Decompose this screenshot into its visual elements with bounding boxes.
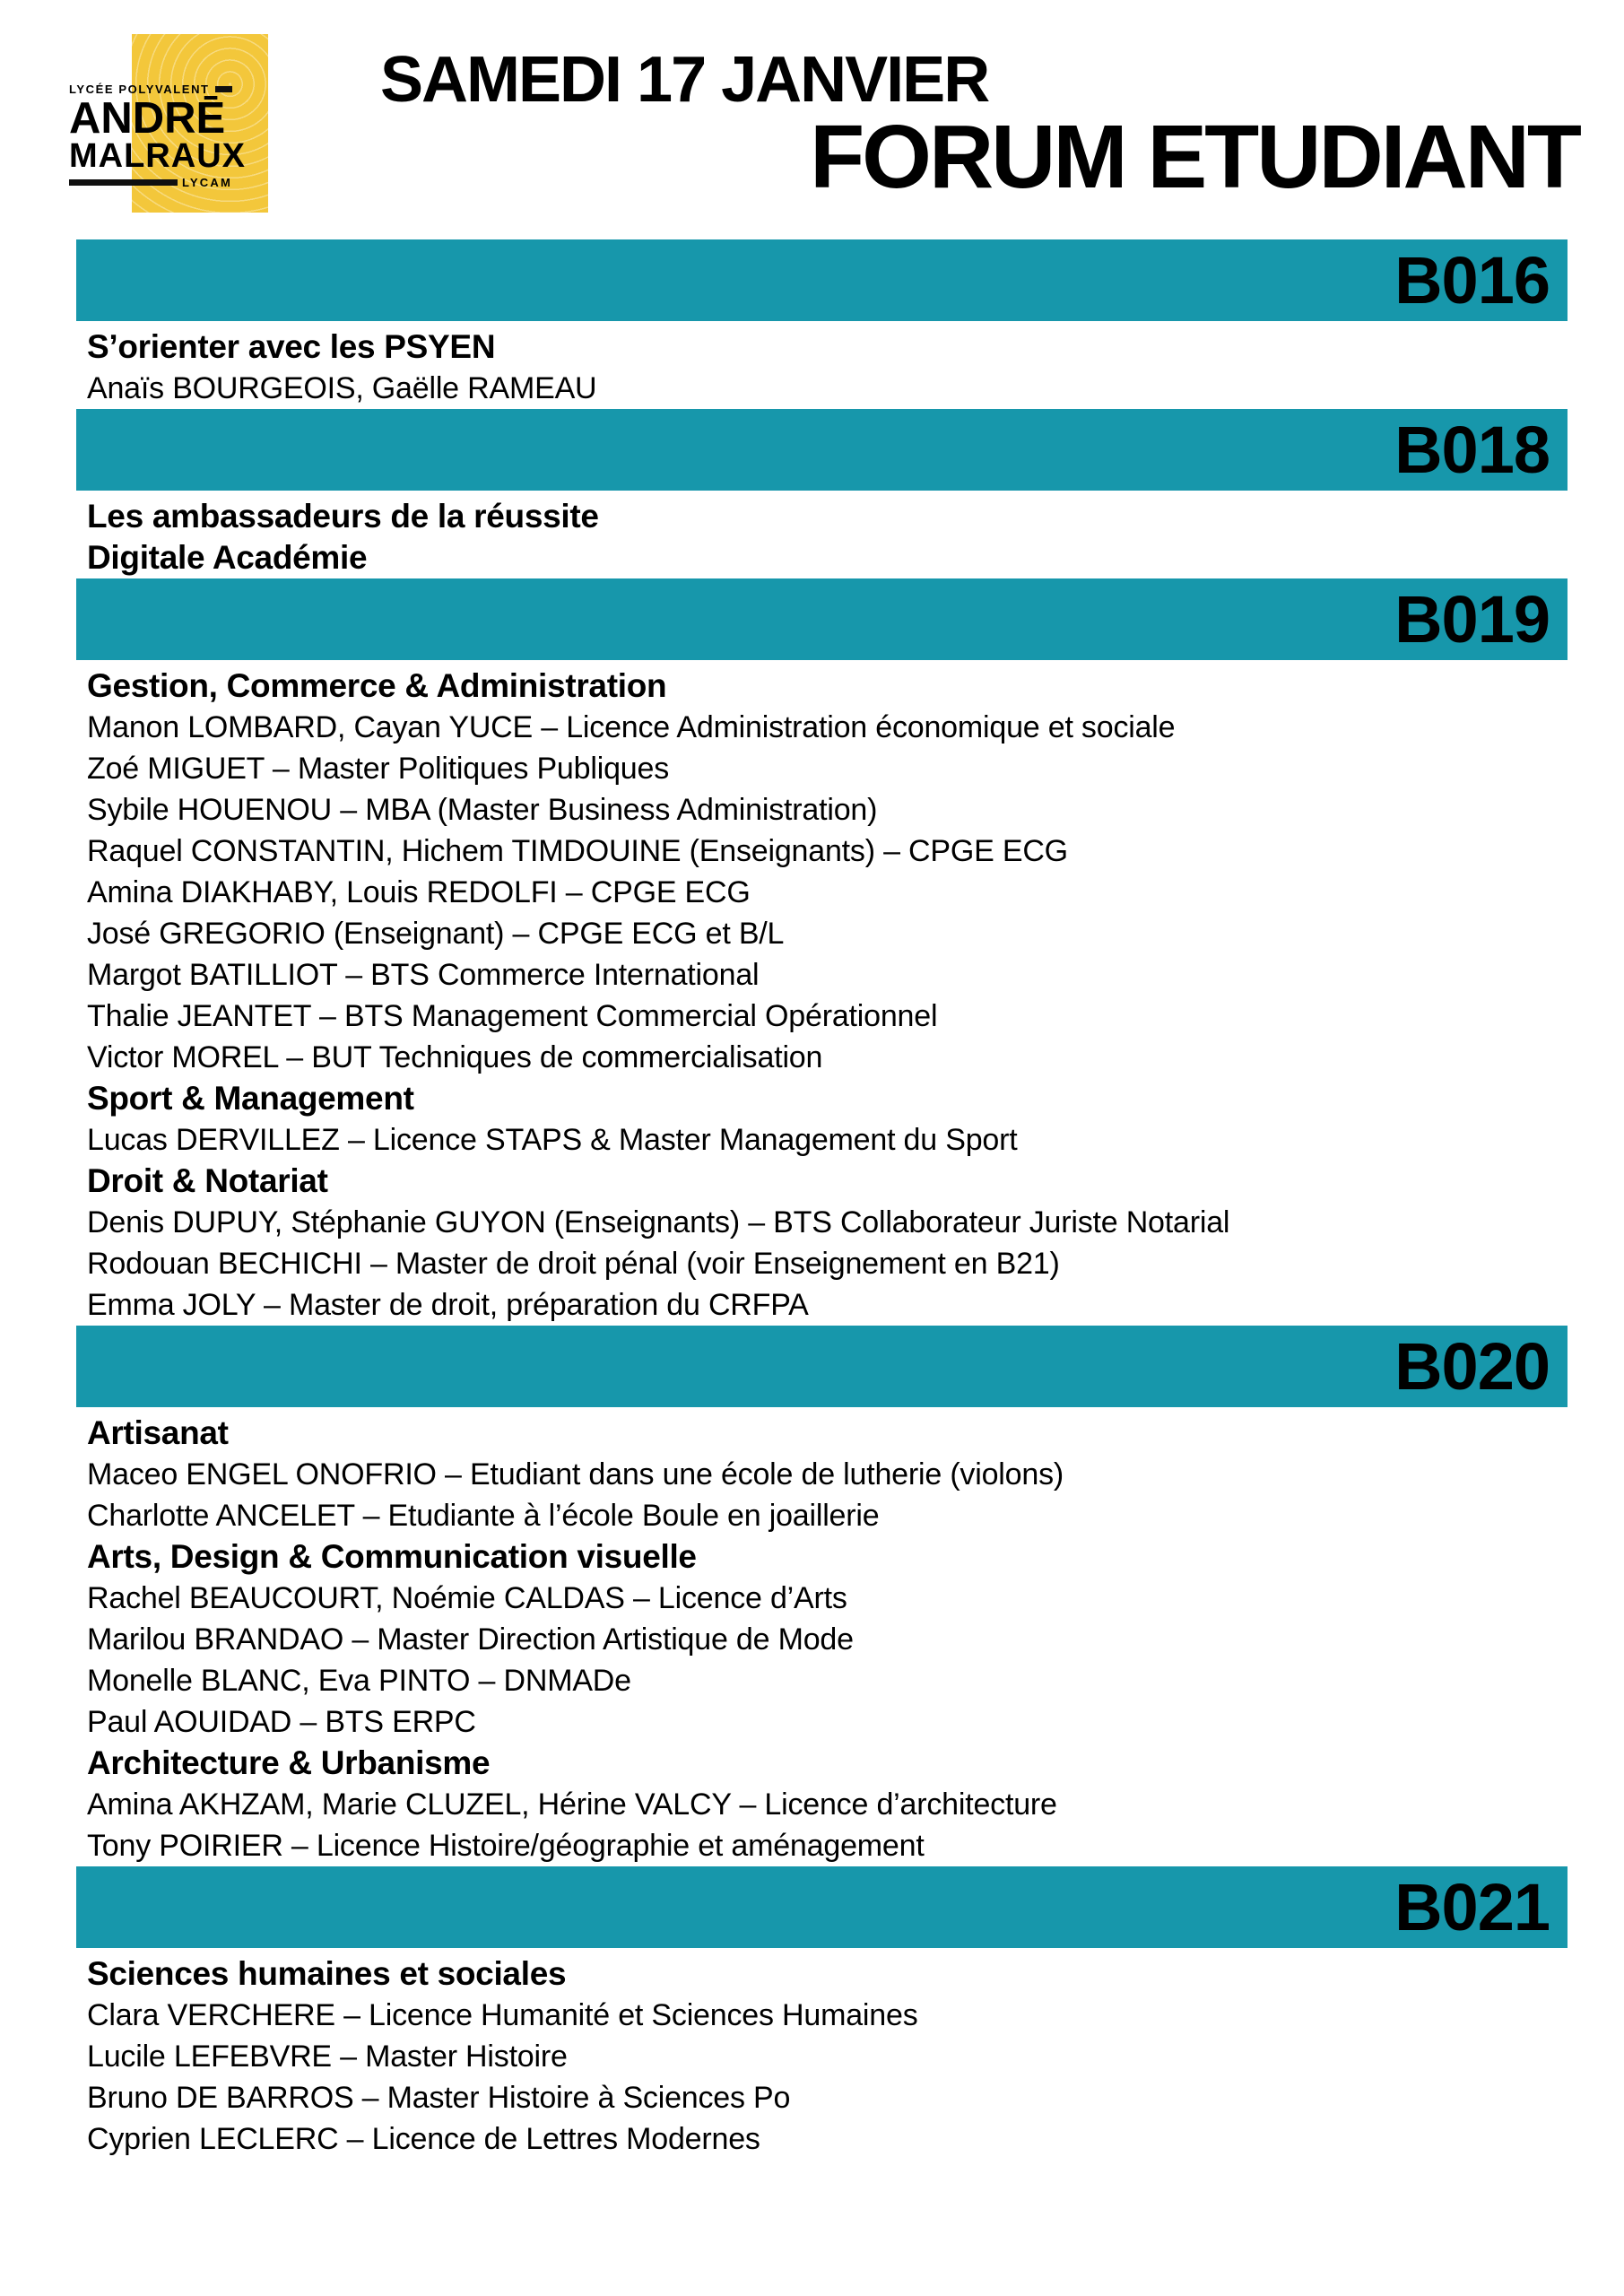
category-heading: Arts, Design & Communication visuelle (87, 1538, 697, 1575)
exhibitor-line: Amina DIAKHABY, Louis REDOLFI – CPGE ECG (87, 875, 751, 909)
exhibitor-line: Raquel CONSTANTIN, Hichem TIMDOUINE (Enseignants) – CPGE ECG (87, 834, 1068, 868)
exhibitor-line: Lucile LEFEBVRE – Master Histoire (87, 2039, 568, 2074)
logo-acronym: LYCAM (181, 176, 232, 189)
room-code-label: B018 (1394, 413, 1550, 487)
room-banner (76, 578, 1568, 660)
category-heading: Gestion, Commerce & Administration (87, 667, 667, 704)
exhibitor-line: Charlotte ANCELET – Etudiante à l’école Boule en joaillerie (87, 1499, 880, 1533)
logo-acronym-row (69, 176, 232, 189)
room-banner (76, 239, 1568, 321)
logo-school-type: LYCÉE POLYVALENT (69, 83, 210, 96)
exhibitor-line: Anaïs BOURGEOIS, Gaëlle RAMEAU (87, 371, 597, 405)
exhibitor-line: Rachel BEAUCOURT, Noémie CALDAS – Licence d’Arts (87, 1581, 847, 1615)
exhibitor-line: Rodouan BECHICHI – Master de droit pénal (voir Enseignement en B21) (87, 1247, 1060, 1281)
exhibitor-line: Amina AKHZAM, Marie CLUZEL, Hérine VALCY – Licence d’architecture (87, 1787, 1057, 1822)
logo-underline-bar (69, 179, 178, 186)
exhibitor-line: Zoé MIGUET – Master Politiques Publiques (87, 752, 669, 786)
room-section-B016 (0, 239, 1624, 409)
room-code-label: B020 (1394, 1329, 1550, 1404)
exhibitor-line: Clara VERCHERE – Licence Humanité et Sciences Humaines (87, 1998, 918, 2032)
event-title: FORUM ETUDIANT (810, 107, 1579, 207)
exhibitor-line: Manon LOMBARD, Cayan YUCE – Licence Administration économique et sociale (87, 710, 1176, 744)
category-heading: Droit & Notariat (87, 1162, 328, 1199)
room-banner (76, 409, 1568, 491)
exhibitor-line: Cyprien LECLERC – Licence de Lettres Modernes (87, 2122, 760, 2156)
exhibitor-line: Denis DUPUY, Stéphanie GUYON (Enseignants) – BTS Collaborateur Juriste Notarial (87, 1205, 1230, 1239)
room-body (0, 1948, 1624, 2160)
room-code-label: B021 (1394, 1870, 1550, 1944)
exhibitor-line: Thalie JEANTET – BTS Management Commercial Opérationnel (87, 999, 938, 1033)
logo-name-line1: ANDRĒ (69, 94, 226, 143)
room-body (0, 1407, 1624, 1866)
exhibitor-line: Monelle BLANC, Eva PINTO – DNMADe (87, 1664, 631, 1698)
room-code-label: B016 (1394, 243, 1550, 317)
category-heading: Sciences humaines et sociales (87, 1955, 567, 1992)
exhibitor-line: Sybile HOUENOU – MBA (Master Business Administration) (87, 793, 878, 827)
room-section-B021 (0, 1866, 1624, 2160)
logo-text-block (69, 83, 246, 189)
exhibitor-line: Marilou BRANDAO – Master Direction Artistique de Mode (87, 1622, 854, 1657)
room-body (0, 491, 1624, 578)
room-section-B020 (0, 1326, 1624, 1866)
exhibitor-line: Paul AOUIDAD – BTS ERPC (87, 1705, 476, 1739)
exhibitor-line: Lucas DERVILLEZ – Licence STAPS & Master Management du Sport (87, 1123, 1018, 1157)
logo-divider-bar (215, 86, 232, 92)
exhibitor-line: Maceo ENGEL ONOFRIO – Etudiant dans une école de lutherie (violons) (87, 1457, 1064, 1492)
category-heading: S’orienter avec les PSYEN (87, 328, 496, 365)
room-body (0, 660, 1624, 1326)
exhibitor-line: Emma JOLY – Master de droit, préparation du CRFPA (87, 1288, 809, 1322)
category-heading: Architecture & Urbanisme (87, 1744, 491, 1781)
logo-name-line2: MALRAUX (69, 137, 246, 175)
exhibitor-line: Victor MOREL – BUT Techniques de commercialisation (87, 1040, 823, 1074)
exhibitor-line: Bruno DE BARROS – Master Histoire à Sciences Po (87, 2081, 791, 2115)
room-code-label: B019 (1394, 582, 1550, 657)
event-date: SAMEDI 17 JANVIER (380, 44, 989, 116)
room-section-B018 (0, 409, 1624, 578)
exhibitor-line: José GREGORIO (Enseignant) – CPGE ECG et B/L (87, 917, 785, 951)
category-heading: Sport & Management (87, 1080, 414, 1117)
category-heading: Digitale Académie (87, 539, 368, 576)
category-heading: Artisanat (87, 1414, 229, 1451)
rooms-list (0, 239, 1624, 2160)
room-body (0, 321, 1624, 409)
exhibitor-line: Tony POIRIER – Licence Histoire/géographie et aménagement (87, 1829, 925, 1863)
school-logo (0, 0, 377, 233)
header (0, 0, 1624, 239)
exhibitor-line: Margot BATILLIOT – BTS Commerce International (87, 958, 760, 992)
category-heading: Les ambassadeurs de la réussite (87, 498, 599, 535)
room-section-B019 (0, 578, 1624, 1326)
room-banner (76, 1866, 1568, 1948)
room-banner (76, 1326, 1568, 1407)
